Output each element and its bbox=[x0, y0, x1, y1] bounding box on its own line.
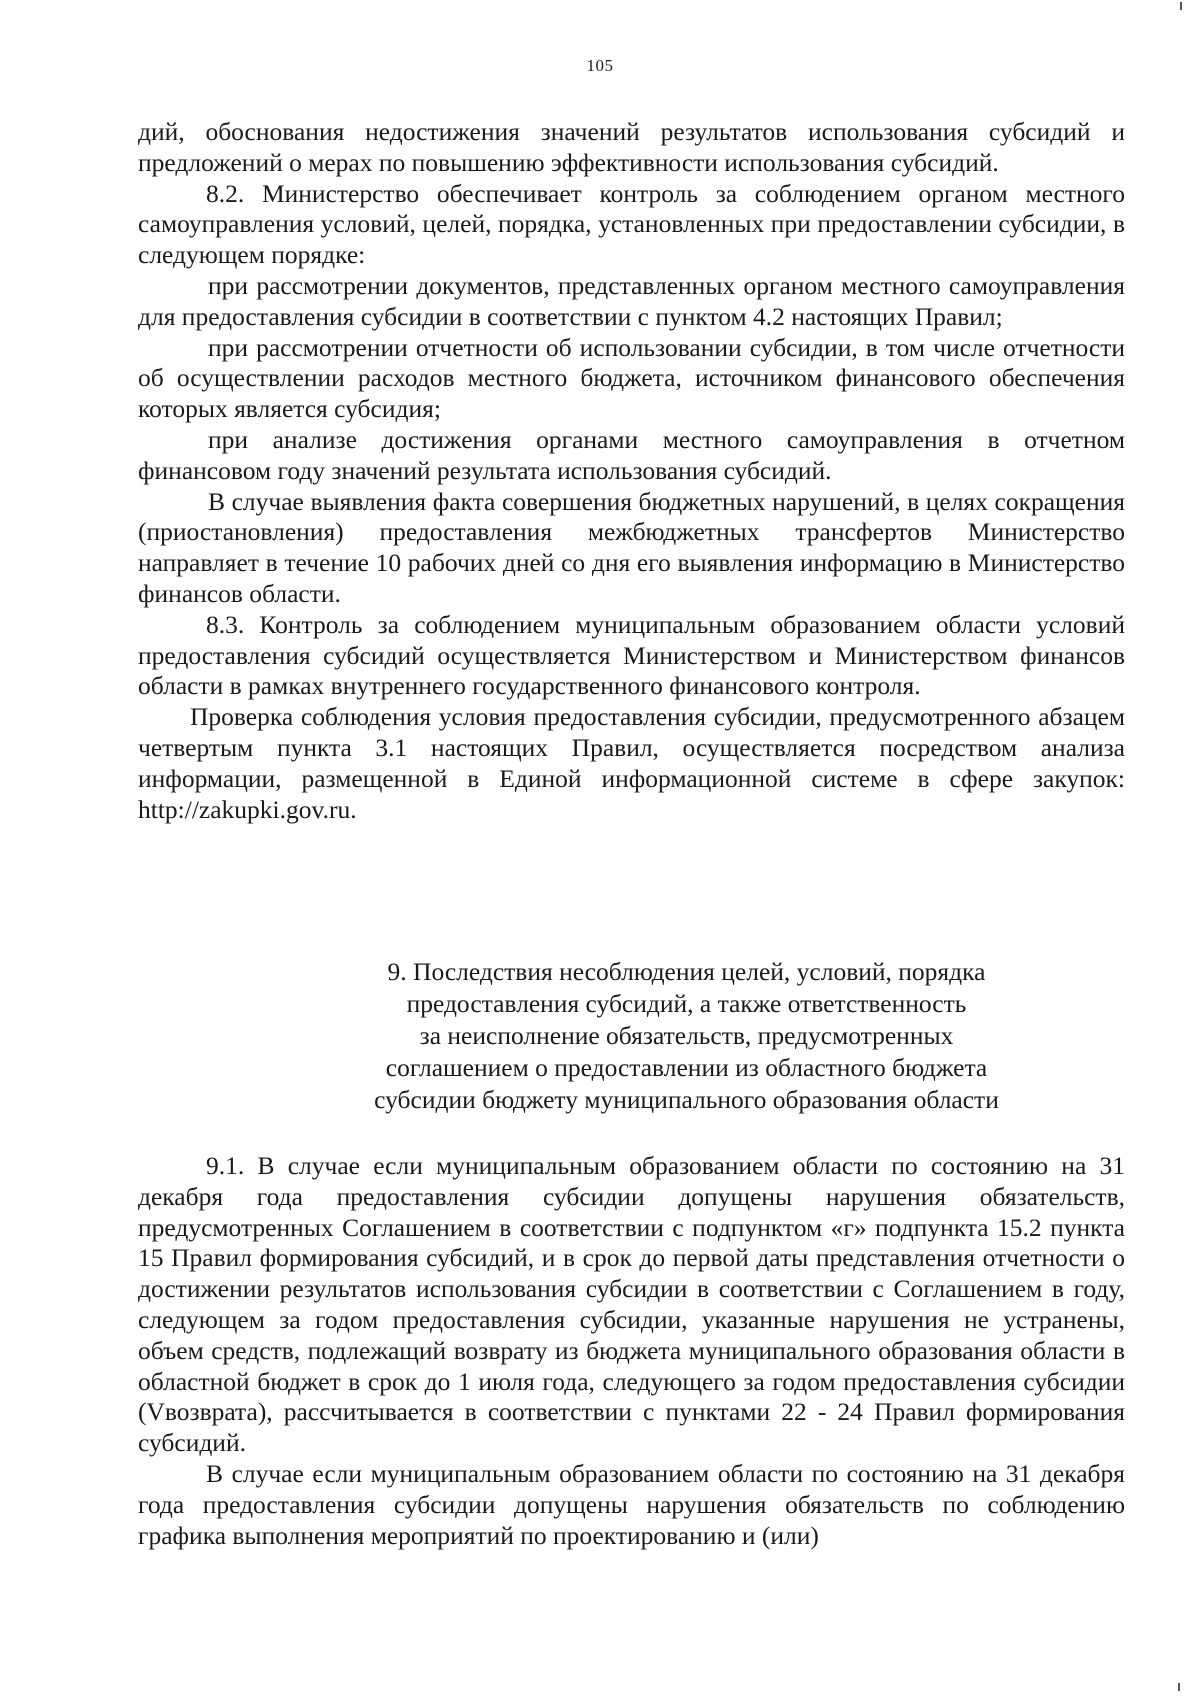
section-heading-line: за неисполнение обязательств, предусмотренных bbox=[419, 1021, 954, 1050]
section-heading-line: предоставления субсидий, а также ответственность bbox=[406, 989, 967, 1018]
text-block-top bbox=[138, 117, 1125, 825]
text-block-bottom bbox=[138, 1151, 1125, 1551]
paragraph-p10: В случае если муниципальным образованием области по состоянию на 31 декабря года предоставления субсидии допущены нарушения обязательств по соблюдению графика выполнения мероприятий по проектированию и (или) bbox=[138, 1458, 1125, 1550]
paragraph-p8: Проверка соблюдения условия предоставления субсидии, предусмотренного абзацем четвертым пункта 3.1 настоящих Правил, осуществляется посредством анализа информации, размещенной в Единой информационной системе в сфере закупок: http://zakupki.gov.ru. bbox=[138, 702, 1125, 824]
paragraph-p5: при анализе достижения органами местного самоуправления в отчетном финансовом году значений результата использования субсидий. bbox=[138, 424, 1125, 485]
paragraph-p1: дий, обоснования недостижения значений результатов использования субсидий и предложений о мерах по повышению эффективности использования субсидий. bbox=[138, 117, 1125, 177]
paragraph-p9: 9.1. В случае если муниципальным образованием области по состоянию на 31 декабря года предоставления субсидии допущены нарушения обязательств, предусмотренных Соглашением в соответствии с подпунктом «г» подпункта 15.2 пункта 15 Правил формирования субсидий, и в срок до первой даты представления отчетности о достижении результатов использования субсидии в соответствии с Соглашением в году, следующем за годом предоставления субсидии, указанные нарушения не устранены, объем средств, подлежащий возврату из бюджета муниципального образования области в областной бюджет в срок до 1 июля года, следующего за годом предоставления субсидии (Vвозврата), рассчитывается в соответствии с пунктами 22 - 24 Правил формирования субсидий. bbox=[138, 1151, 1125, 1458]
paragraph-p4: при рассмотрении отчетности об использовании субсидии, в том числе отчетности об осуществлении расходов местного бюджета, источником финансового обеспечения которых является субсидия; bbox=[138, 332, 1125, 424]
section-heading-line: соглашением о предоставлении из областного бюджета bbox=[385, 1053, 988, 1082]
section-heading bbox=[138, 956, 1125, 1116]
section-heading-line: 9. Последствия несоблюдения целей, условий, порядка bbox=[387, 957, 986, 986]
paragraph-p3: при рассмотрении документов, представленных органом местного самоуправления для предоставления субсидии в соответствии с пунктом 4.2 настоящих Правил; bbox=[138, 270, 1125, 331]
page-number: 105 bbox=[586, 56, 614, 75]
section-heading-line: субсидии бюджету муниципального образования области bbox=[374, 1085, 999, 1114]
scan-mark-bottom-right bbox=[1178, 1683, 1180, 1691]
paragraph-p2: 8.2. Министерство обеспечивает контроль за соблюдением органом местного самоуправления условий, целей, порядка, установленных при предоставлении субсидии, в следующем порядке: bbox=[138, 178, 1125, 270]
scan-mark-top-right bbox=[1180, 2, 1182, 10]
paragraph-p7: 8.3. Контроль за соблюдением муниципальным образованием области условий предоставления субсидий осуществляется Министерством и Министерством финансов области в рамках внутреннего государственного финансового контроля. bbox=[138, 609, 1125, 701]
paragraph-p6: В случае выявления факта совершения бюджетных нарушений, в целях сокращения (приостановления) предоставления межбюджетных трансфертов Министерство направляет в течение 10 рабочих дней со дня его выявления информацию в Министерство финансов области. bbox=[138, 486, 1125, 608]
